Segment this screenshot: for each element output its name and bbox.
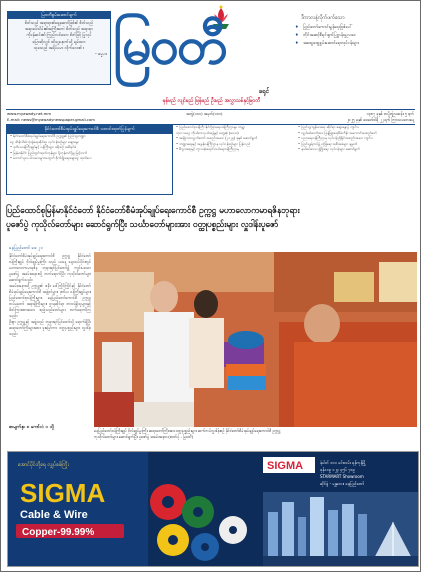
caption-line: နေပြည်တော်ဝန်ကြီးချုပ် ဗိုလ်ချုပ်မှူးကြီး ဆရာတော်ကြီးအား ဝတ္ထုပစ္စည်းများ ဆက်ကပ်လှူဒါန်းစဉ် နိုင်ငံတော်စီမံအုပ်ချုပ်ရေးကောင်စီ ဥက္ကဋ္ဌ (94, 428, 281, 433)
date-gregorian: ၂၀၂၅ ခုနှစ် ဖေဖော်ဝါရီ ၂၂ ရက် ကြာသပတေးနေ့ (346, 117, 414, 122)
story-line[interactable]: • ပြည်သူ့ရဲတပ်ဖွဲ့ လုံခြုံရေး အစီအမံများ ချမှတ် (298, 141, 358, 146)
lead-photo (94, 252, 417, 427)
issue-date (306, 111, 414, 123)
photo-caption (94, 428, 417, 440)
story-column-2 (176, 125, 294, 193)
lead-headline[interactable] (6, 203, 419, 247)
newspaper-logo: မြဝတီ (113, 15, 226, 76)
story-line[interactable]: • စီးပွားရေးနှင့် ကူးသန်းရောင်းဝယ်ရေးဝန်ကြီးဌာန (176, 147, 239, 151)
continued-link[interactable]: စာမျက်နှာ ၈ ကော်လံ ၁ သို့ (9, 425, 54, 430)
top-stories (6, 125, 415, 197)
lead-article (9, 253, 91, 413)
motto-title: မြဝတီစွမ်းဆောင်ချက် (8, 12, 110, 19)
story-line[interactable]: • ပြည်သူ့ကျန်းမာရေး ဆိုင်ရာ ဆွေးနွေးပွဲ ကျင်းပ (298, 125, 360, 129)
story-line[interactable]: ကုလသမဂ္ဂ ကိုယ်စားလှယ်အဖွဲ့နှင့် တွေ့ဆုံ (ဒေသ) (176, 130, 239, 135)
edition-label: ခရုင် (259, 88, 270, 95)
article-paragraph: နိုင်ငံတော်စီမံအုပ်ချုပ်ရေးကောင်စီ ဥက္ကဋ္ဌ နိုင်ငံတော်ဝန်ကြီးချုပ် ဗိုလ်ချုပ်မှူးကြီး သည် ယနေ့ နေ့လယ်ပိုင်းတွင် မဟာလောကမာရဇိန ဘုရားရင်ပြင်တော်၌ ကျင်းပသော ပူဇော်ပွဲ အခမ်းအနားသို့ တက်ရောက်ပြီး ကုသိုလ်တော်များ ဆောင်ရွက်သည်။ (9, 253, 91, 282)
headline-line-1: ပြည်ထောင်စုမြန်မာနိုင်ငံတော် နိုင်ငံတော်စီမံအုပ်ချုပ်ရေးကောင်စီ ဥက္ကဋ္ဌ မဟာလောကမာရဇိနဘုရား (6, 205, 300, 215)
motto-line: သုခသည် အရိပ်ပမာ လိုက်လေ၏ ။ (33, 44, 85, 50)
story-line[interactable]: • ပညာရေးဝန်ကြီးဌာန လုပ်ငန်းညှိနှိုင်းအစည်းအဝေး ကျင်းပ (298, 136, 374, 140)
ad-address-line: STARMART Showroom (320, 474, 364, 479)
story-line[interactable]: • နယ်စပ်ဒေသ ဖွံ့ဖြိုးရေး လုပ်ငန်းများ ဆောင်ရွက် (298, 147, 360, 151)
story-line[interactable]: • လျှပ်စစ်ဓာတ်အား ဖြန့်ဖြူးရေးစီမံကိန်း အကောင်အထည်ဖော် (298, 130, 377, 135)
motto-text (8, 19, 110, 58)
right-headline-item[interactable]: ♦ အထွေထွေစွမ်းဆောင်ရေးလုပ်ငန်းများ (291, 39, 416, 47)
announcement-line[interactable]: ငွေ ထိန်းသိမ်းသုံးစွဲရေးဆိုင်ရာ လုပ်ငန်းစဉ်များ ဆွေးနွေး (10, 139, 79, 144)
story-line[interactable]: • ပြည်ထောင်စုဝန်ကြီး နိုင်ငံခြားရေးဝန်ကြီးဌာနမှ ကမ္ဘာ့ (176, 125, 245, 129)
advertisement-image (8, 452, 418, 566)
caption-line: ကုသိုလ်တော်များ ဆောင်ရွက်ပြီး ပူဇော်ပွဲ အခမ်းအနား (ဓာတ်ပုံ - မြဝတီ) (94, 434, 194, 439)
sigma-cable-advertisement[interactable] (7, 451, 419, 567)
ceremony-photo-image (94, 252, 417, 427)
ad-address-line: ဖုန်း ၀၉ ၁၂၃ ၄၅၆ ၇၈၉ (320, 467, 355, 472)
motto-line: စိတ်သည် အရာရာ၏ရှေ့ဆောင်ဖြစ်၏ စိတ်သည် (24, 20, 94, 25)
story-line[interactable]: • ဘဏ္ဍာရေးနှင့် အခွန်ဝန်ကြီးဌာန လုပ်ငန်းစဉ်များ ပြန်လည် (176, 141, 251, 146)
website-link[interactable]: www.myawady.net.mm (7, 111, 52, 116)
contact-info (7, 111, 95, 123)
article-paragraph: ဦးစွာ ဥက္ကဋ္ဌနှင့် အဖွဲ့သည် ဘုရားရင်ပြင်တော်သို့ ရောက်ရှိပြီး ဆရာတော်ကြီးများအား ဖူးမြော်ကာ ဝတ္ထုပစ္စည်းများ လှူဒါန်းသည်။ (9, 319, 91, 336)
motto-attribution: – ဓမ္မပဒ (94, 51, 107, 57)
email-link[interactable]: E-mail: news@myawadynewspaper.gmail.com (7, 117, 95, 122)
motto-line: ကိုဖန်ဆင်း၏ ကြည်လင်သော စိတ်ဖြင့် ပြုလုပ် (26, 32, 92, 38)
announcement-title: နိုင်ငံတော်စီမံအုပ်ချုပ်ရေးကောင်စီ သတင်းထုတ်ပြန်ချက် (7, 126, 172, 134)
ad-address-line: ဆိုင်ခွဲ - မန္တလေး၊ နေပြည်တော် (320, 481, 365, 486)
masthead-subtitle: မှန်မည် လျင်မည် မြန်မည် ဦးမည် အလွှာသစ်နှင့်မြဝတီ (162, 98, 261, 104)
info-line (6, 109, 415, 125)
announcement-line[interactable]: • မြန်မာနိုင်ငံ ပြည်တွင်းထုတ်ကုန်များ ပို့ကုန်တင်ပို့မှု မြင့်တက် (10, 150, 88, 155)
right-headlines (291, 13, 416, 47)
city-skyline-graphic (263, 492, 418, 566)
dateline: နေပြည်တော် ဖေ ၂၁ (9, 246, 43, 251)
announcement-line[interactable]: • နိုင်ငံတော်စီမံအုပ်ချုပ်ရေးကောင်စီ ဥက္ကဋ္ဌ၏ ပြည်သူ့ဘဏ္ဍာ (10, 134, 86, 138)
right-headline-item[interactable]: ♦ ပြည်တော်ကောင်းမွန်ရေးဖြစ်ပေါ် (291, 23, 416, 31)
motto-line: အရာခပ်သိမ်း၏အကြီးအကဲ စိတ်သည် အရာရာ (25, 26, 93, 32)
masthead (109, 5, 314, 105)
volume-number: အတွဲ(၁၀၁) အမှတ်(၁၀၁) (186, 111, 223, 116)
ad-tagline: Cable & Wire (20, 509, 88, 521)
ad-copper: Copper-99.99% (22, 527, 95, 538)
announcement-line[interactable]: • တောင်သူလယ်သမားများအတွက် စိုက်ပျိုးရေးချေးငွေ ထုတ်ပေး (10, 156, 92, 160)
ad-headline: အောင်ပိုင်တို့ရေ လျှပ်စစ်ကြိုး (18, 462, 69, 468)
story-line[interactable]: • အမျိုးသားလွှတ်တော် အစည်းအဝေး (၂၀၂၅) ခုနှစ် ဆောင်ရွက် (176, 136, 258, 140)
announcement-box (6, 125, 173, 195)
motto-line: ပြောဆိုလျှင် ထိုသူ့နောက်သို့ ချမ်းသာ (32, 38, 86, 44)
announcement-line[interactable]: • ဒုတိယဝန်ကြီးချုပ်နှင့် ဝန်ကြီးများ ခရီးစဉ် အစီရင်ခံ (10, 145, 77, 149)
motto-box (7, 11, 111, 85)
right-headlines-title: ဒီကာလနဲ့လိုက်ဖက်သော (301, 15, 345, 21)
ad-brand: SIGMA (20, 478, 106, 508)
story-column-3 (298, 125, 416, 193)
ad-address-line: နံပါတ် ၁၀၁ မင်းလမ်း ရန်ကုန်မြို့ (320, 460, 366, 465)
article-paragraph: အခမ်းအနားသို့ ဥက္ကဋ္ဌ၏ ဇနီး ဒေါ်ကြိုင်ကြိုင်နှင့် နိုင်ငံတော်စီမံအုပ်ချုပ်ရေးကောင်စီ အဖွဲ့ဝင်များ၊ ဒုတိယ ဝန်ကြီးချုပ်များ၊ ပြည်ထောင်စုဝန်ကြီးများ၊ နေပြည်တော်ကောင်စီ ဥက္ကဋ္ဌ၊ တပ်မတော် အရာရှိကြီးများ၊ ဌာနဆိုင်ရာ တာဝန်ရှိသူများနှင့် ဖိတ်ကြားထားသော ဧည့်သည်တော်များ တက်ရောက်ကြသည်။ (9, 283, 91, 318)
right-headline-item[interactable]: ♦ ဘိုင်အဆင့်စီရင်ချက်ပြဋ္ဌာန်းမှုဥပဒေ (291, 31, 416, 39)
headline-line-2: ပူဇော်ပွဲ ကုသိုလ်တော်များ ဆောင်ရွက်ပြီး သင်္ဃာတော်များအား ဝတ္ထုပစ္စည်းများ လှူဒါန်းပူဇော် (6, 219, 279, 229)
date-myanmar: ၁၃၈၇ ခုနှစ် တပို့တွဲလဆန်း ၅ ရက် (366, 111, 414, 116)
ad-logo: SIGMA (267, 460, 304, 472)
